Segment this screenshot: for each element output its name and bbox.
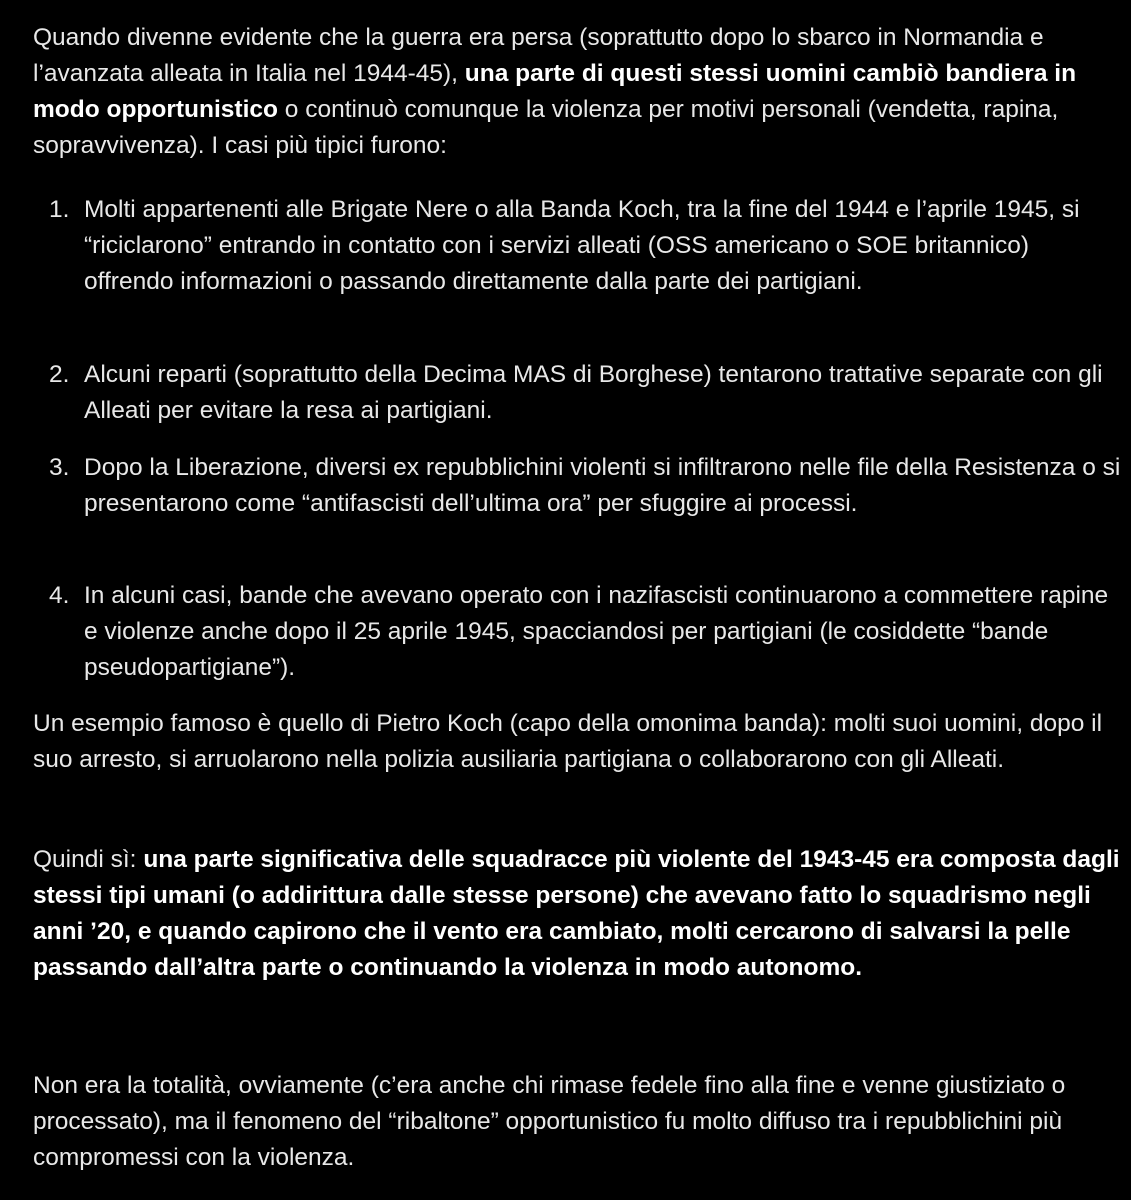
list-item-number: 2. [49, 361, 70, 388]
list-item-text: Dopo la Liberazione, diversi ex repubblichini violenti si infiltrarono nelle file della Resistenza o si presentarono come “antifascisti dell’ultima ora” per sfuggire ai processi. [84, 454, 1121, 517]
intro-text-end: o continuò comunque la violenza per motivi personali (vendetta, rapina, sopravvivenza). I casi più tipici furono: [33, 96, 1059, 159]
list-item-number: 1. [49, 196, 70, 223]
list-item-number: 3. [49, 454, 70, 481]
intro-bold-text: una parte di questi stessi uomini cambiò bandiera in modo opportunistico [33, 60, 1077, 123]
list-item [49, 450, 1123, 522]
conclusion-text-start: Quindi sì: [33, 846, 144, 873]
list-item-text: Molti appartenenti alle Brigate Nere o alla Banda Koch, tra la fine del 1944 e l’aprile 1945, si “riciclarono” entrando in contatto con i servizi alleati (OSS americano o SOE britannico) offrendo informazioni o passando direttamente dalla parte dei partigiani. [84, 196, 1080, 295]
conclusion-paragraph [33, 842, 1123, 986]
list-item-text: Alcuni reparti (soprattutto della Decima MAS di Borghese) tentarono trattative separate con gli Alleati per evitare la resa ai partigiani. [84, 361, 1103, 424]
list-item [49, 578, 1123, 686]
intro-text-start: Quando divenne evidente che la guerra era persa (soprattutto dopo lo sbarco in Normandia e l’avanzata alleata in Italia nel 1944-45), [33, 24, 1044, 87]
conclusion-bold-text: una parte significativa delle squadracce più violente del 1943-45 era composta dagli stessi tipi umani (o addirittura dalle stesse persone) che avevano fatto lo squadrismo negli anni ’20, e quando capirono che il vento era cambiato, molti cercarono di salvarsi la pelle passando dall’altra parte o continuando la violenza in modo autonomo. [33, 846, 1120, 981]
list-item-text: In alcuni casi, bande che avevano operato con i nazifascisti continuarono a commettere rapine e violenze anche dopo il 25 aprile 1945, spacciandosi per partigiani (le cosiddette “bande pseudopartigiane”). [84, 582, 1109, 681]
list-item-number: 4. [49, 582, 70, 609]
closing-paragraph: Non era la totalità, ovviamente (c’era anche chi rimase fedele fino alla fine e venne giustiziato o processato), ma il fenomeno del “ribaltone” opportunistico fu molto diffuso tra i repubblichini più compromessi con la violenza. [33, 1072, 1066, 1171]
example-paragraph: Un esempio famoso è quello di Pietro Koch (capo della omonima banda): molti suoi uomini, dopo il suo arresto, si arruolarono nella polizia ausiliaria partigiana o collaborarono con gli Alleati. [33, 710, 1103, 773]
intro-paragraph [33, 20, 1123, 164]
list-item [49, 192, 1123, 300]
list-item [49, 357, 1123, 429]
